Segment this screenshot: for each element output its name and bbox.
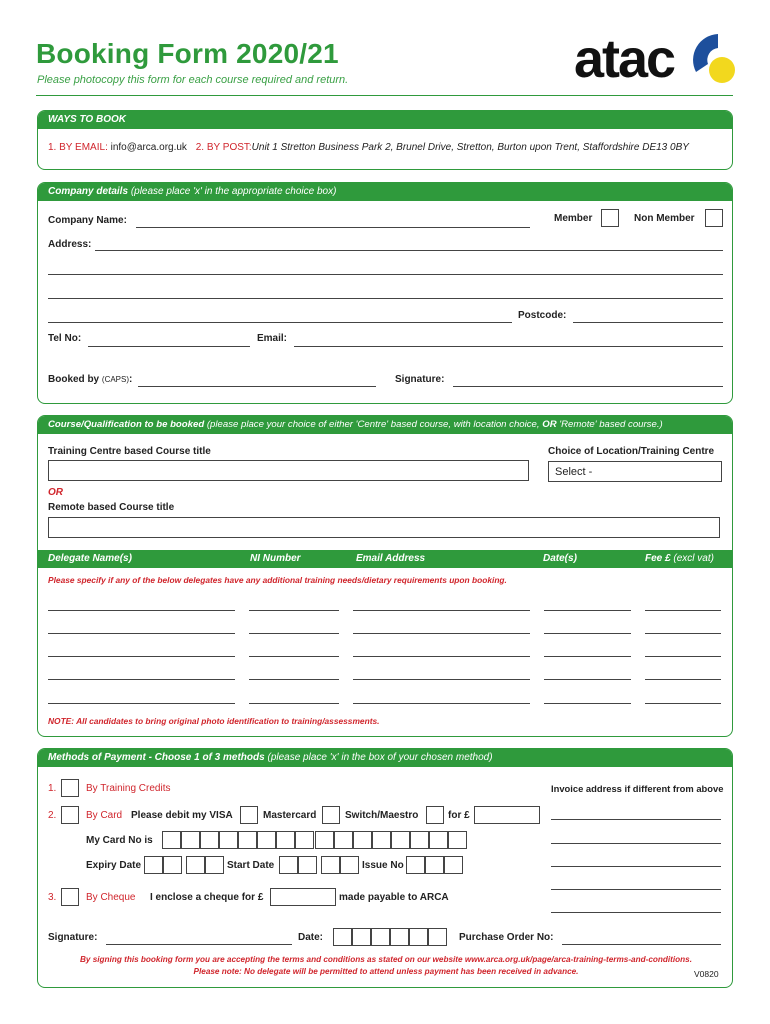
page-subtitle: Please photocopy this form for each course required and return. [37, 74, 349, 86]
tel-field[interactable] [88, 346, 250, 347]
training-credits-checkbox[interactable] [61, 779, 79, 797]
col-delegate-name: Delegate Name(s) [48, 553, 132, 564]
expiry-date-label: Expiry Date [86, 860, 142, 871]
debit-visa-label: Please debit my VISA [131, 810, 233, 821]
address-label: Address: [48, 239, 92, 250]
address-field-3[interactable] [48, 298, 723, 299]
delegate-table-header [38, 550, 733, 568]
purchase-order-label: Purchase Order No: [459, 932, 554, 943]
company-name-label: Company Name: [48, 215, 127, 226]
by-cheque-label: By Cheque [86, 892, 136, 903]
visa-checkbox[interactable] [240, 806, 258, 824]
fee-field[interactable] [645, 656, 721, 657]
delegate-name-field[interactable] [48, 610, 235, 611]
ways-to-book-heading: WAYS TO BOOK [38, 111, 732, 129]
course-heading: Course/Qualification to be booked (please place your choice of either 'Centre' based course, with location choice, OR 'Remote' based course.) [38, 416, 732, 434]
card-checkbox[interactable] [61, 806, 79, 824]
invoice-address-line-4[interactable] [551, 889, 721, 890]
ni-number-field[interactable] [249, 610, 339, 611]
booked-by-field[interactable] [138, 386, 376, 387]
fee-field[interactable] [645, 679, 721, 680]
dates-field[interactable] [544, 703, 631, 704]
company-name-field[interactable] [136, 227, 530, 228]
company-signature-field[interactable] [453, 386, 723, 387]
email-address-field[interactable] [353, 656, 530, 657]
method-2-number: 2. [48, 810, 57, 821]
issue-number-label: Issue No [362, 860, 404, 871]
ni-number-field[interactable] [249, 633, 339, 634]
postcode-field[interactable] [573, 322, 723, 323]
company-details-panel [37, 182, 733, 404]
email-field[interactable] [294, 346, 723, 347]
ni-number-field[interactable] [249, 703, 339, 704]
payment-heading: Methods of Payment - Choose 1 of 3 methods (please place 'x' in the box of your chosen method) [38, 749, 732, 767]
ni-number-field[interactable] [249, 679, 339, 680]
invoice-address-label: Invoice address if different from above [551, 783, 724, 794]
email-address-field[interactable] [353, 610, 530, 611]
location-select[interactable]: Select - [548, 461, 722, 482]
start-date-label: Start Date [227, 860, 275, 871]
invoice-address-line-2[interactable] [551, 843, 721, 844]
ni-number-field[interactable] [249, 656, 339, 657]
location-label: Choice of Location/Training Centre [548, 446, 715, 457]
dates-field[interactable] [544, 610, 631, 611]
by-card-label: By Card [86, 810, 123, 821]
fee-field[interactable] [645, 610, 721, 611]
non-member-label: Non Member [634, 213, 695, 224]
version-code: V0820 [694, 969, 719, 979]
remote-course-label: Remote based Course title [48, 502, 175, 513]
method-1-number: 1. [48, 783, 57, 794]
delegate-name-field[interactable] [48, 633, 235, 634]
email-address-field[interactable] [353, 633, 530, 634]
dates-field[interactable] [544, 633, 631, 634]
payable-arca-label: made payable to ARCA [339, 892, 449, 903]
email-label: Email: [257, 333, 288, 344]
or-label: OR [48, 487, 63, 498]
payment-date-label: Date: [298, 932, 324, 943]
atac-logo-text: atac [574, 29, 675, 89]
purchase-order-field[interactable] [562, 944, 721, 945]
cheque-checkbox[interactable] [61, 888, 79, 906]
postcode-label: Postcode: [518, 310, 567, 321]
company-signature-label: Signature: [395, 374, 445, 385]
centre-course-label: Training Centre based Course title [48, 446, 211, 457]
booked-by-label: Booked by (CAPS): [48, 374, 133, 385]
col-dates: Date(s) [543, 553, 577, 564]
training-credits-label: By Training Credits [86, 783, 171, 794]
invoice-address-line-5[interactable] [551, 912, 721, 913]
method-3-number: 3. [48, 892, 57, 903]
booking-address: Unit 1 Stretton Business Park 2, Brunel Drive, Stretton, Burton upon Trent, Staffordshire DE13 0BY [251, 142, 689, 153]
company-details-heading: Company details (please place 'x' in the appropriate choice box) [38, 183, 732, 201]
delegate-name-field[interactable] [48, 703, 235, 704]
switch-maestro-label: Switch/Maestro [345, 810, 419, 821]
member-label: Member [554, 213, 593, 224]
enclose-cheque-label: I enclose a cheque for £ [150, 892, 264, 903]
ways-to-book-panel [37, 110, 733, 170]
col-ni-number: NI Number [250, 553, 301, 564]
header-divider [36, 95, 733, 96]
col-fee: Fee £ (excl vat) [645, 553, 714, 564]
payment-signature-label: Signature: [48, 932, 98, 943]
mastercard-checkbox[interactable] [322, 806, 340, 824]
delegate-name-field[interactable] [48, 656, 235, 657]
booking-email[interactable]: info@arca.org.uk [110, 142, 187, 153]
atac-logo-icon [690, 32, 736, 88]
delegate-name-field[interactable] [48, 679, 235, 680]
requirements-note: Please specify if any of the below delegates have any additional training needs/dietary requirements upon booking. [48, 575, 507, 585]
centre-course-input[interactable] [48, 460, 529, 481]
ways-to-book-text: 1. BY EMAIL: info@arca.org.uk 2. BY POST:Unit 1 Stretton Business Park 2, Brunel Drive, Stretton, Burton upon Trent, Staffordshire DE13 0BY [48, 142, 689, 153]
member-checkbox[interactable] [601, 209, 619, 227]
page-title: Booking Form 2020/21 [36, 38, 339, 69]
for-amount-label: for £ [448, 810, 470, 821]
dates-field[interactable] [544, 656, 631, 657]
email-address-field[interactable] [353, 679, 530, 680]
invoice-address-line-3[interactable] [551, 866, 721, 867]
tel-label: Tel No: [48, 333, 82, 344]
fee-field[interactable] [645, 633, 721, 634]
address-field-1[interactable] [95, 250, 723, 251]
dates-field[interactable] [544, 679, 631, 680]
invoice-address-line-1[interactable] [551, 819, 721, 820]
address-field-4[interactable] [48, 322, 512, 323]
payment-panel [37, 748, 733, 988]
cheque-amount-input[interactable] [270, 888, 336, 906]
switch-maestro-checkbox[interactable] [426, 806, 444, 824]
terms-text: By signing this booking form you are accepting the terms and conditions as stated on our website www.arca.org.uk/page/arca-training-terms-and-conditions. [79, 955, 693, 964]
col-email-address: Email Address [356, 553, 426, 564]
email-address-field[interactable] [353, 703, 530, 704]
photo-id-note: NOTE: All candidates to bring original photo identification to training/assessments. [48, 716, 380, 726]
address-field-2[interactable] [48, 274, 723, 275]
course-panel [37, 415, 733, 737]
mastercard-label: Mastercard [263, 810, 317, 821]
card-amount-input[interactable] [474, 806, 540, 824]
fee-field[interactable] [645, 703, 721, 704]
non-member-checkbox[interactable] [705, 209, 723, 227]
advance-payment-note: Please note: No delegate will be permitted to attend unless payment has been received in advance. [193, 967, 579, 976]
remote-course-input[interactable] [48, 517, 720, 538]
payment-signature-field[interactable] [106, 944, 292, 945]
card-number-label: My Card No is [86, 835, 153, 846]
